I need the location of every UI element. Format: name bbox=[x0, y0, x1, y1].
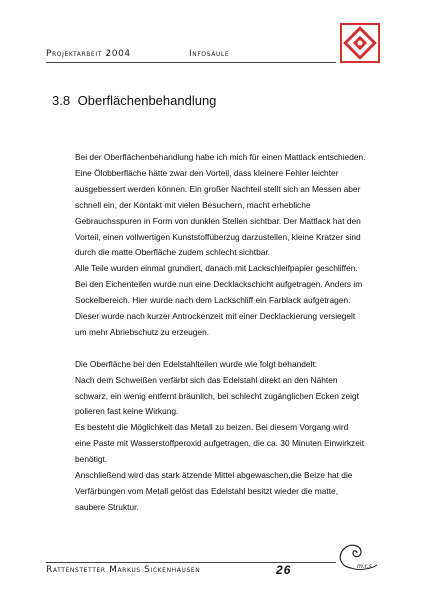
text-line: Bei der Oberflächenbehandlung habe ich mich für einen Mattlack entschieden. bbox=[75, 152, 366, 162]
text-line: Alle Teile wurden einmal grundiert, danach mit Lackschleifpapier geschliffen. bbox=[75, 263, 358, 274]
section-heading: Oberflächenbehandlung bbox=[77, 93, 217, 108]
text-line: polieren fast keine Wirkung. bbox=[75, 406, 179, 417]
text-line: saubere Struktur. bbox=[75, 501, 139, 512]
text-line: Gebrauchsspuren in Form von dunklen Stellen sichtbar. Der Mattlack hat den bbox=[75, 215, 361, 226]
page-header bbox=[46, 49, 378, 63]
page-number: 26 bbox=[276, 563, 292, 577]
footer-author: Rattenstetter Markus Sickenhausen bbox=[46, 565, 201, 575]
section-title bbox=[52, 93, 216, 108]
text-line: Die Oberfläche bei den Edelstahlteilen wurde wie folgt behandelt: bbox=[75, 358, 318, 369]
svg-text:m.r.s: m.r.s bbox=[357, 563, 372, 570]
text-line: Es besteht die Möglichkeit das Metall zu beizen. Bei diesem Vorgang wird bbox=[75, 422, 349, 433]
signature-icon bbox=[335, 538, 380, 574]
section-number: 3.8 bbox=[52, 93, 71, 108]
text-line: Anschließend wird das stark ätzende Mittel abgewaschen,die Beize hat die bbox=[75, 470, 353, 481]
text-line: Bei den Eichenteilen wurde nun eine Decklackschicht aufgetragen. Anders im bbox=[75, 279, 363, 290]
text-line: schwarz, ein wenig entfernt bräunlich, bei schlecht zugänglichen Ecken zeigt bbox=[75, 390, 359, 401]
header-topic: Infosäule bbox=[189, 49, 230, 59]
text-line: Dieser wurde nach kurzer Antrockenzeit mit einer Decklackierung versiegelt bbox=[75, 311, 356, 322]
text-line: eine Paste mit Wasserstoffperoxid aufgetragen, die ca. 30 Minuten Einwirkzeit bbox=[75, 438, 365, 449]
text-line: Sockelbereich. Hier wurde nach dem Lackschliff ein Farblack aufgetragen. bbox=[75, 295, 351, 306]
paragraph-gap bbox=[75, 341, 380, 357]
text-line: durch die matte Oberfläche zudem schlecht sichtbar. bbox=[75, 247, 271, 258]
logo-icon bbox=[340, 23, 380, 63]
text-line: Verfärbungen vom Metall gelöst das Edelstahl besitzt wieder die matte, bbox=[75, 486, 339, 497]
text-line: um mehr Abriebschutz zu erzeugen. bbox=[75, 326, 210, 337]
text-line: Nach dem Schweißen verfärbt sich das Edelstahl direkt an den Nähten bbox=[75, 374, 338, 385]
body-text bbox=[75, 150, 380, 516]
page-footer bbox=[46, 563, 378, 577]
text-line: ausgebessert werden können. Ein großer Nachteil stellt sich an Messen aber bbox=[75, 183, 361, 194]
text-line: Vorteil, einen vollwertigen Kunststoffüberzug darzustellen, kleine Kratzer sind bbox=[75, 231, 361, 242]
text-line: schnell ein, der Kontakt mit vielen Besuchern, macht erhebliche bbox=[75, 199, 311, 210]
header-rule bbox=[46, 62, 336, 63]
text-line: benötigt. bbox=[75, 454, 108, 465]
header-project: Projektarbeit 2004 bbox=[46, 49, 131, 59]
text-line: Eine Ölobberfläche hätte zwar den Vorteil, dass kleinere Fehler leichter bbox=[75, 167, 339, 178]
